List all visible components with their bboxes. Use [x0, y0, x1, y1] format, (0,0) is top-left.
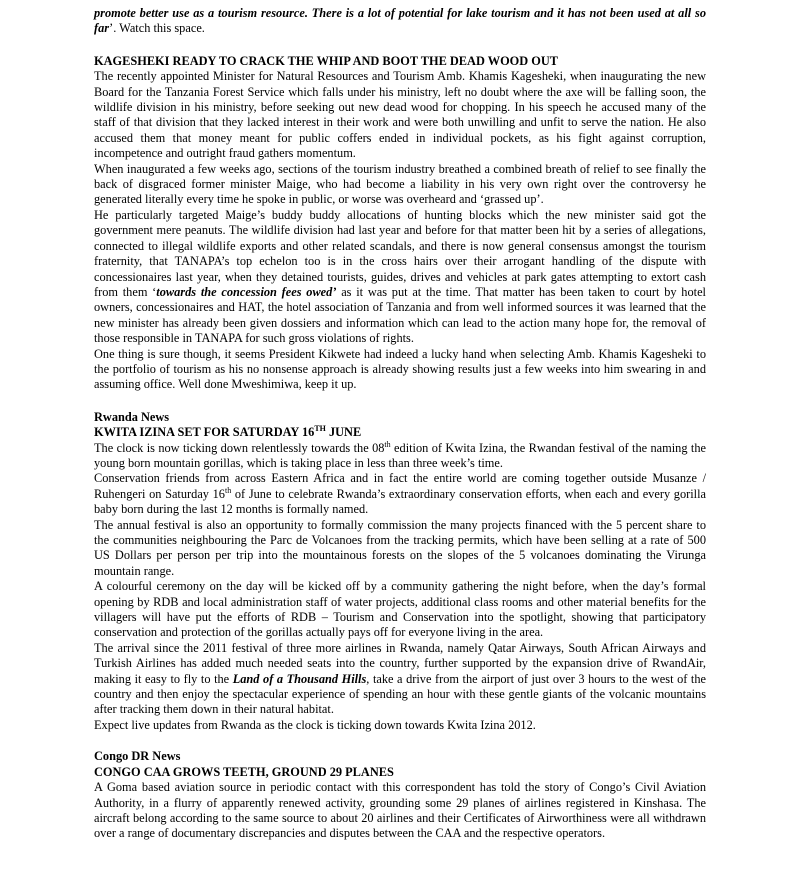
rwanda-section-title: Rwanda News	[94, 409, 170, 424]
kagesheki-paragraph-2: When inaugurated a few weeks ago, sections of the tourism industry breathed a combined breath of relief to see finally the back of disgraced former minister Maige, who had become a liability in his very own right over the controversy he generated literally every time he spoke in public, or worse was overheard and ‘grassed up’.	[94, 161, 706, 207]
congo-headline: CONGO CAA GROWS TEETH, GROUND 29 PLANES	[94, 764, 394, 779]
rwanda-p2-a: Conservation friends from across Eastern Africa and in fact the entire world are coming together outside Musanze / Ruhengeri on Saturday 16	[94, 471, 706, 501]
rwanda-paragraph-3: The annual festival is also an opportunity to formally commission the many projects financed with the 5 percent share to the communities neighbouring the Parc de Volcanoes from the tracking permits, which have been selling at a rate of 500 US Dollars per person per trip into the mountainous forests on the slopes of the 5 volcanoes dominating the Virunga mountain range.	[94, 517, 706, 578]
rwanda-p5-emphasis: Land of a Thousand Hills	[232, 671, 367, 686]
rwanda-paragraph-2	[94, 471, 706, 517]
rwanda-p5-a: The arrival since the 2011 festival of three more airlines in Rwanda, namely Qatar Airways, South African Airways and Turkish Airlines has added much needed seats into the country, further supported by the expansion drive of RwandAir, making it easy to fly to the	[94, 640, 706, 686]
spacer	[94, 733, 706, 749]
kagesheki-p3-part-a: He particularly targeted Maige’s buddy buddy allocations of hunting blocks which the new minister said got the government mere peanuts. The wildlife division had last year and before for that matter been hit by a series of allegations, connected to illegal wildlife exports and other related scandals, and there is now general consensus amongst the tourism fraternity, that TANAPA’s top echelon too is in the cross hairs over their arrogant handling of the dispute with concessionaires last year, when they detained tourists, guides, drives and vehicles at park gates attempting to extort cash from them ‘	[94, 207, 706, 299]
rwanda-p1-b: edition of Kwita Izina, the Rwandan festival of the naming the young born mountain gorillas, which is taking place in less than three week’s time.	[94, 440, 707, 470]
rwanda-p1-sup: th	[384, 439, 391, 449]
kagesheki-headline: KAGESHEKI READY TO CRACK THE WHIP AND BOOT THE DEAD WOOD OUT	[94, 53, 559, 68]
kagesheki-paragraph-3	[94, 208, 706, 347]
rwanda-headline-b: JUNE	[325, 425, 362, 440]
spacer	[94, 393, 706, 410]
rwanda-p5-b: , take a drive from the airport of just over 3 hours to the west of the country and then enjoy the spectacular experience of spending an hour with these gentle giants of the volcanic mountains after tracking them down in their natural habitat.	[94, 671, 706, 717]
rwanda-paragraph-1	[94, 441, 706, 472]
kagesheki-paragraph-1: The recently appointed Minister for Natural Resources and Tourism Amb. Khamis Kagesheki, when inaugurating the new Board for the Tanzania Forest Service which falls under his ministry, left no doubt where the axe will be falling soon, the wildlife division in his ministry, before seeking out new dead wood for chopping. In his speech he accused many of the staff of that division that they lacked interest in their work and were both unwilling and unfit to serve the nation. He also accused them that money meant for public coffers ended in individual pockets, as his fight against corruption, incompetence and outright fraud gathers momentum.	[94, 69, 706, 161]
kagesheki-p3-part-b: as it was put at the time. That matter has been taken to court by hotel owners, concessionaires and HAT, the hotel association of Tanzania and from well informed sources it was learned that the new minister has already been given dossiers and information which can lead to the action many hope for, the removal of those responsible in TANAPA for such gross violations of rights.	[94, 284, 706, 346]
intro-tail: ’. Watch this space.	[109, 21, 205, 36]
rwanda-paragraph-6: Expect live updates from Rwanda as the clock is ticking down towards Kwita Izina 2012.	[94, 717, 536, 732]
rwanda-headline-a: KWITA IZINA SET FOR SATURDAY 16	[94, 425, 315, 440]
rwanda-headline-sup: TH	[314, 424, 326, 434]
document-page	[94, 6, 706, 842]
intro-quote: promote better use as a tourism resource. There is a lot of potential for lake tourism and it has not been used at all so far	[94, 6, 706, 36]
rwanda-headline	[94, 425, 706, 440]
kagesheki-p3-quote: towards the concession fees owed’	[156, 284, 337, 299]
rwanda-p1-a: The clock is now ticking down relentlessly towards the 08	[94, 440, 385, 455]
congo-section-title: Congo DR News	[94, 749, 181, 764]
rwanda-p2-sup: th	[224, 485, 232, 495]
rwanda-paragraph-4: A colourful ceremony on the day will be kicked off by a community gathering the night before, when the day’s formal opening by RDB and local administration staff of water projects, additional class rooms and other material benefits for the villagers will have put the efforts of RDB – Tourism and Conservation into the spotlight, showing that participatory conservation and protection of the gorillas actually pays off for everyone living in the area.	[94, 579, 706, 640]
rwanda-paragraph-5	[94, 641, 706, 718]
spacer	[94, 37, 706, 54]
rwanda-p2-b: of June to celebrate Rwanda’s extraordinary conservation efforts, when each and every gorilla baby born during the last 12 months is formally named.	[94, 486, 706, 517]
kagesheki-paragraph-4: One thing is sure though, it seems President Kikwete had indeed a lucky hand when selecting Amb. Khamis Kagesheki to the portfolio of tourism as his no nonsense approach is already showing results just a few weeks into him swearing in and assuming office. Well done Mweshimiwa, keep it up.	[94, 346, 706, 392]
intro-paragraph	[94, 6, 706, 37]
congo-paragraph-1: A Goma based aviation source in periodic contact with this correspondent has told the story of Congo’s Civil Aviation Authority, in a flurry of apparently renewed activity, grounding some 29 planes of airlines registered in Kinshasa. The aircraft belong according to the same source to about 20 airlines and their Certificates of Airworthiness were all withdrawn over a range of documentary discrepancies and disputes between the CAA and the respective operators.	[94, 780, 706, 841]
